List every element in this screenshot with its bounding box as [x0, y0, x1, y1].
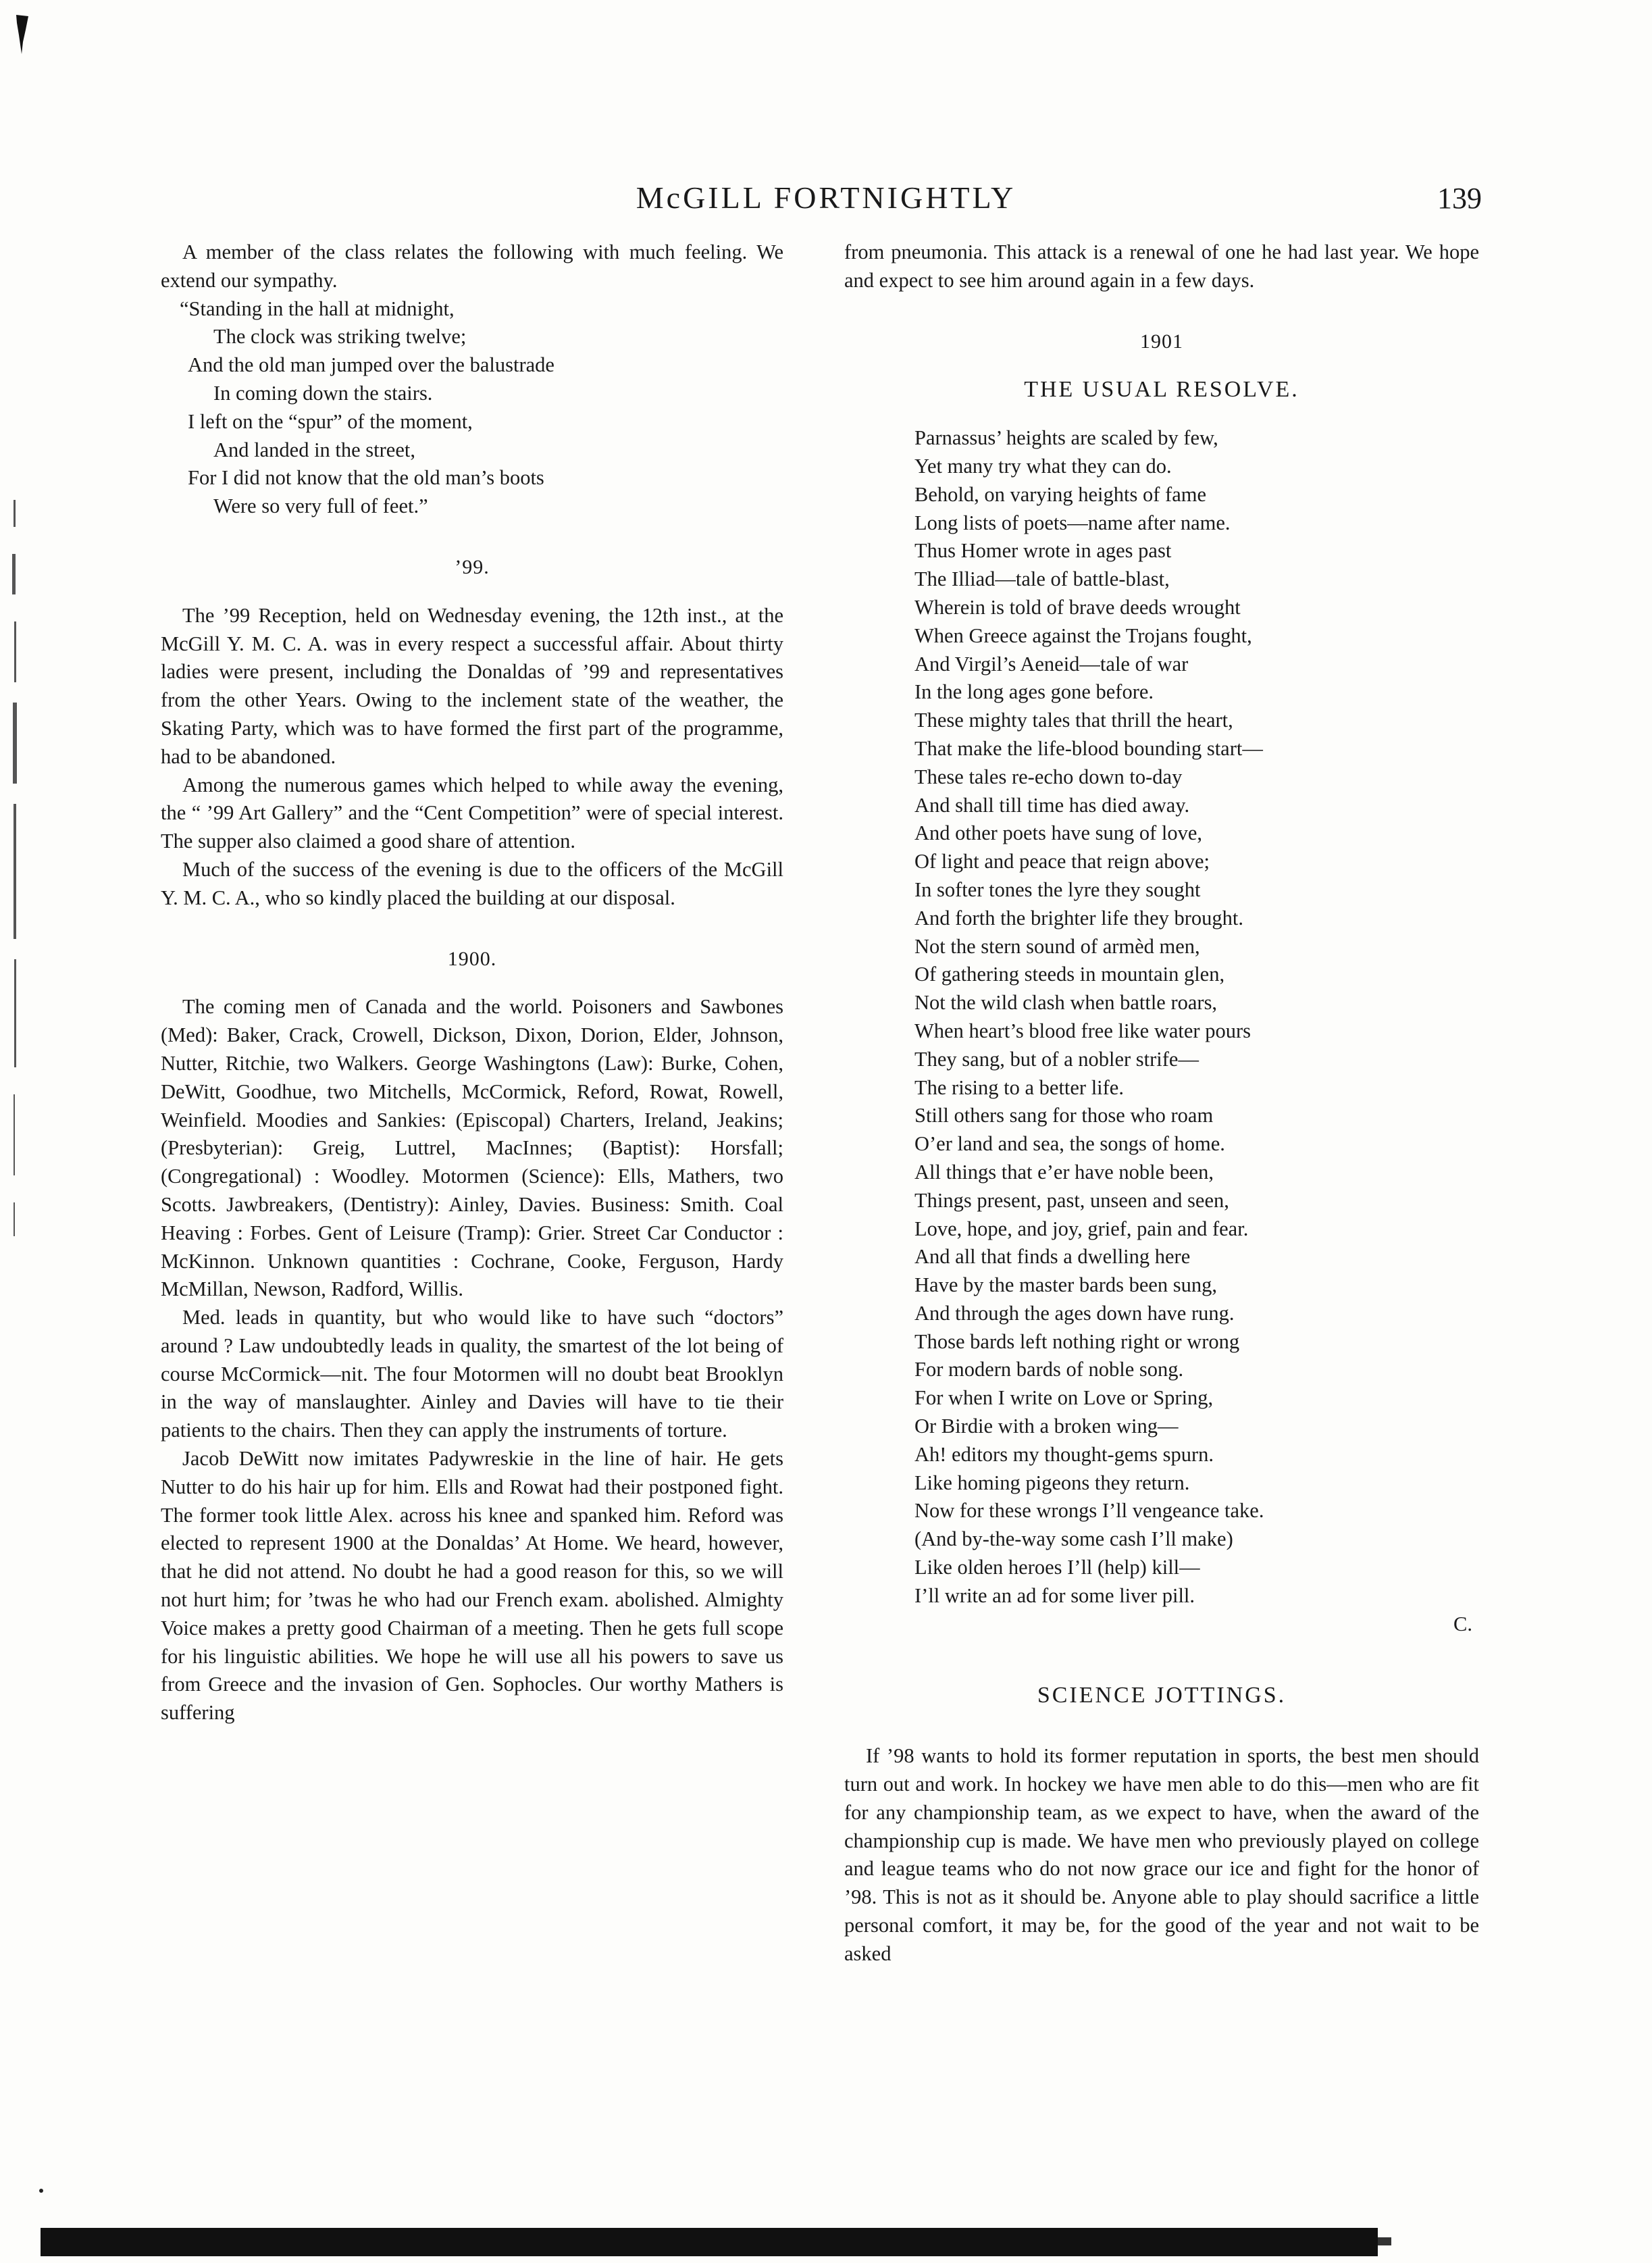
poem-line: Those bards left nothing right or wrong [914, 1329, 1240, 1353]
poem-line: Not the stern sound of armèd men, [914, 934, 1200, 958]
right-column [844, 238, 1479, 1968]
poem-line: When heart’s blood free like water pours [914, 1019, 1251, 1042]
poem-line: In softer tones the lyre they sought [914, 878, 1201, 901]
verse-line: In coming down the stairs. [213, 381, 433, 405]
poem-line: Of light and peace that reign above; [914, 850, 1210, 873]
poem-line: And forth the brighter life they brought. [914, 906, 1244, 930]
verse-line: And landed in the street, [213, 438, 415, 461]
poem-signature: C. [1453, 1612, 1472, 1635]
verse-line: “Standing in the hall at midnight, [180, 297, 455, 320]
poem-line: For when I write on Love or Spring, [914, 1386, 1214, 1410]
poem-line: I’ll write an ad for some liver pill. [914, 1583, 1195, 1607]
ink-speck [39, 2189, 43, 2193]
poem-line: These tales re-echo down to-day [914, 765, 1183, 788]
section-99-body [161, 602, 783, 913]
section-heading-1901: 1901 [1140, 330, 1183, 353]
bottom-scan-edge [41, 2228, 1378, 2256]
section-1900-body [161, 993, 783, 1727]
paragraph: The ’99 Reception, held on Wednesday evening, the 12th inst., at the McGill Y. M. C. A. was in every respect a successful affair. About thirty ladies were present, including the Donaldas of ’99 and representatives from the other Years. Owing to the inclement state of the weather, the Skating Party, which was to have formed the first part of the programme, had to be abandoned. [161, 603, 783, 768]
intro-paragraph: A member of the class relates the following with much feeling. We extend our sympathy. [161, 240, 783, 292]
poem-line: Not the wild clash when battle roars, [914, 991, 1218, 1015]
paragraph: Much of the success of the evening is due to the officers of the McGill Y. M. C. A., who so kindly placed the building at our disposal. [161, 857, 783, 909]
poem-line: These mighty tales that thrill the heart, [914, 709, 1233, 732]
poem-line: Thus Homer wrote in ages past [914, 539, 1172, 563]
poem-line: Parnassus’ heights are scaled by few, [914, 426, 1218, 450]
poem-line: The rising to a better life. [914, 1075, 1124, 1099]
continuation-paragraph: from pneumonia. This attack is a renewal of one he had last year. We hope and expect to see him around again in a few days. [844, 240, 1479, 292]
poem-line: (And by-the-way some cash I’ll make) [914, 1527, 1233, 1551]
quoted-verse [161, 295, 783, 521]
poem-line: In the long ages gone before. [914, 680, 1154, 704]
poem-title: THE USUAL RESOLVE. [1024, 377, 1299, 403]
poem-body [844, 424, 1479, 1610]
poem-line: Ah! editors my thought-gems spurn. [914, 1442, 1214, 1466]
poem-line: For modern bards of noble song. [914, 1358, 1184, 1381]
binding-edge-mark [9, 500, 22, 1243]
science-jottings-heading: SCIENCE JOTTINGS. [1037, 1683, 1287, 1708]
poem-line: Behold, on varying heights of fame [914, 482, 1206, 506]
continuation-block [844, 238, 1479, 295]
running-header-title: McGILL FORTNIGHTLY [636, 180, 1016, 215]
poem-line: The Illiad—tale of battle-blast, [914, 567, 1170, 591]
poem-line: Still others sang for those who roam [914, 1104, 1214, 1127]
poem-line: Like olden heroes I’ll (help) kill— [914, 1556, 1200, 1579]
poem-line: That make the life-blood bounding start— [914, 736, 1263, 760]
section-heading-99: ’99. [455, 555, 490, 578]
poem-line: And shall till time has died away. [914, 793, 1190, 817]
poem-line: Of gathering steeds in mountain glen, [914, 963, 1225, 986]
poem-line: Or Birdie with a broken wing— [914, 1415, 1179, 1438]
poem-line: Like homing pigeons they return. [914, 1471, 1190, 1494]
poem-line: And Virgil’s Aeneid—tale of war [914, 652, 1189, 676]
poem-line: And other poets have sung of love, [914, 821, 1203, 845]
verse-line: Were so very full of feet.” [213, 494, 428, 518]
poem-line: Things present, past, unseen and seen, [914, 1188, 1229, 1212]
poem-line: Long lists of poets—name after name. [914, 511, 1231, 534]
page-number: 139 [1437, 182, 1482, 215]
paragraph: If ’98 wants to hold its former reputation in sports, the best men should turn out and work. In hockey we have men able to do this—men who are fit for any championship team, as we expect to have, when the award of the championship cup is made. We have men who previously played on college and league teams who do not now grace our ice and fight for the honor of ’98. This is not as it should be. Anyone able to play should sacrifice a little personal comfort, it may be, for the good of the year and not wait to be asked [844, 1744, 1479, 1965]
verse-line: For I did not know that the old man’s boots [188, 466, 544, 490]
poem-line: Now for these wrongs I’ll vengeance take. [914, 1499, 1264, 1523]
scan-corner-mark [15, 15, 30, 55]
paragraph: Among the numerous games which helped to while away the evening, the “ ’99 Art Gallery” and the “Cent Competition” were of special interest. The supper also claimed a good share of attention. [161, 773, 783, 853]
intro-block [161, 238, 783, 295]
verse-line: And the old man jumped over the balustrade [188, 353, 554, 377]
verse-line: I left on the “spur” of the moment, [188, 409, 473, 433]
poem-line: And through the ages down have rung. [914, 1301, 1235, 1325]
poem-line: All things that e’er have noble been, [914, 1160, 1214, 1184]
science-jottings-body [844, 1742, 1479, 1968]
paragraph: The coming men of Canada and the world. Poisoners and Sawbones (Med): Baker, Crack, Crowell, Dickson, Dixon, Dorion, Elder, Johnson, Nutter, Ritchie, two Walkers. George Washingtons (Law): Burke, Cohen, DeWitt, Goodhue, two Mitchells, McCormick, Reford, Rowat, Rowell, Weinfield. Moodies and Sankies: (Episcopal) Charters, Ireland, Jeakins; (Presbyterian): Greig, Luttrel, MacInnes; (Baptist): Horsfall; (Congregational) : Woodley. Motormen (Science): Ells, Mathers, two Scotts. Jawbreakers, (Dentistry): Ainley, Davies. Business: Smith. Coal Heaving : Forbes. Gent of Leisure (Tramp): Grier. Street Car Conductor : McKinnon. Unknown quantities : Cochrane, Cooke, Ferguson, Hardy McMillan, Newson, Radford, Willis. [161, 995, 783, 1301]
poem-line: Have by the master bards been sung, [914, 1273, 1218, 1297]
poem-line: They sang, but of a nobler strife— [914, 1047, 1199, 1071]
poem-line: Love, hope, and joy, grief, pain and fear. [914, 1217, 1249, 1240]
poem-line: And all that finds a dwelling here [914, 1245, 1191, 1269]
poem-line: When Greece against the Trojans fought, [914, 624, 1252, 647]
left-column [161, 238, 783, 1727]
poem-line: Yet many try what they can do. [914, 454, 1172, 478]
poem-line: Wherein is told of brave deeds wrought [914, 595, 1241, 619]
poem-line: O’er land and sea, the songs of home. [914, 1132, 1225, 1156]
paragraph: Med. leads in quantity, but who would like to have such “doctors” around ? Law undoubtedly leads in quality, the smartest of the lot being of course McCormick—nit. The four Motormen will no doubt beat Brooklyn in the way of manslaughter. Ainley and Davies will have to tie their patients to the chairs. Then they can apply the instruments of torture. [161, 1306, 783, 1442]
verse-line: The clock was striking twelve; [213, 325, 467, 349]
paragraph: Jacob DeWitt now imitates Padywreskie in the line of hair. He gets Nutter to do his hair up for him. Ells and Rowat had their postponed fight. The former took little Alex. across his knee and spanked him. Reford was elected to represent 1900 at the Donaldas’ At Home. We heard, however, that he did not attend. No doubt he had a good reason for this, so we will not hurt him; for ’twas he who had our French exam. abolished. Almighty Voice makes a pretty good Chairman of a meeting. Then he gets full scope for his linguistic abilities. We hope he will use all his powers to save us from Greece and the invasion of Gen. Sophocles. Our worthy Mathers is suffering [161, 1447, 783, 1725]
section-heading-1900: 1900. [447, 947, 497, 970]
